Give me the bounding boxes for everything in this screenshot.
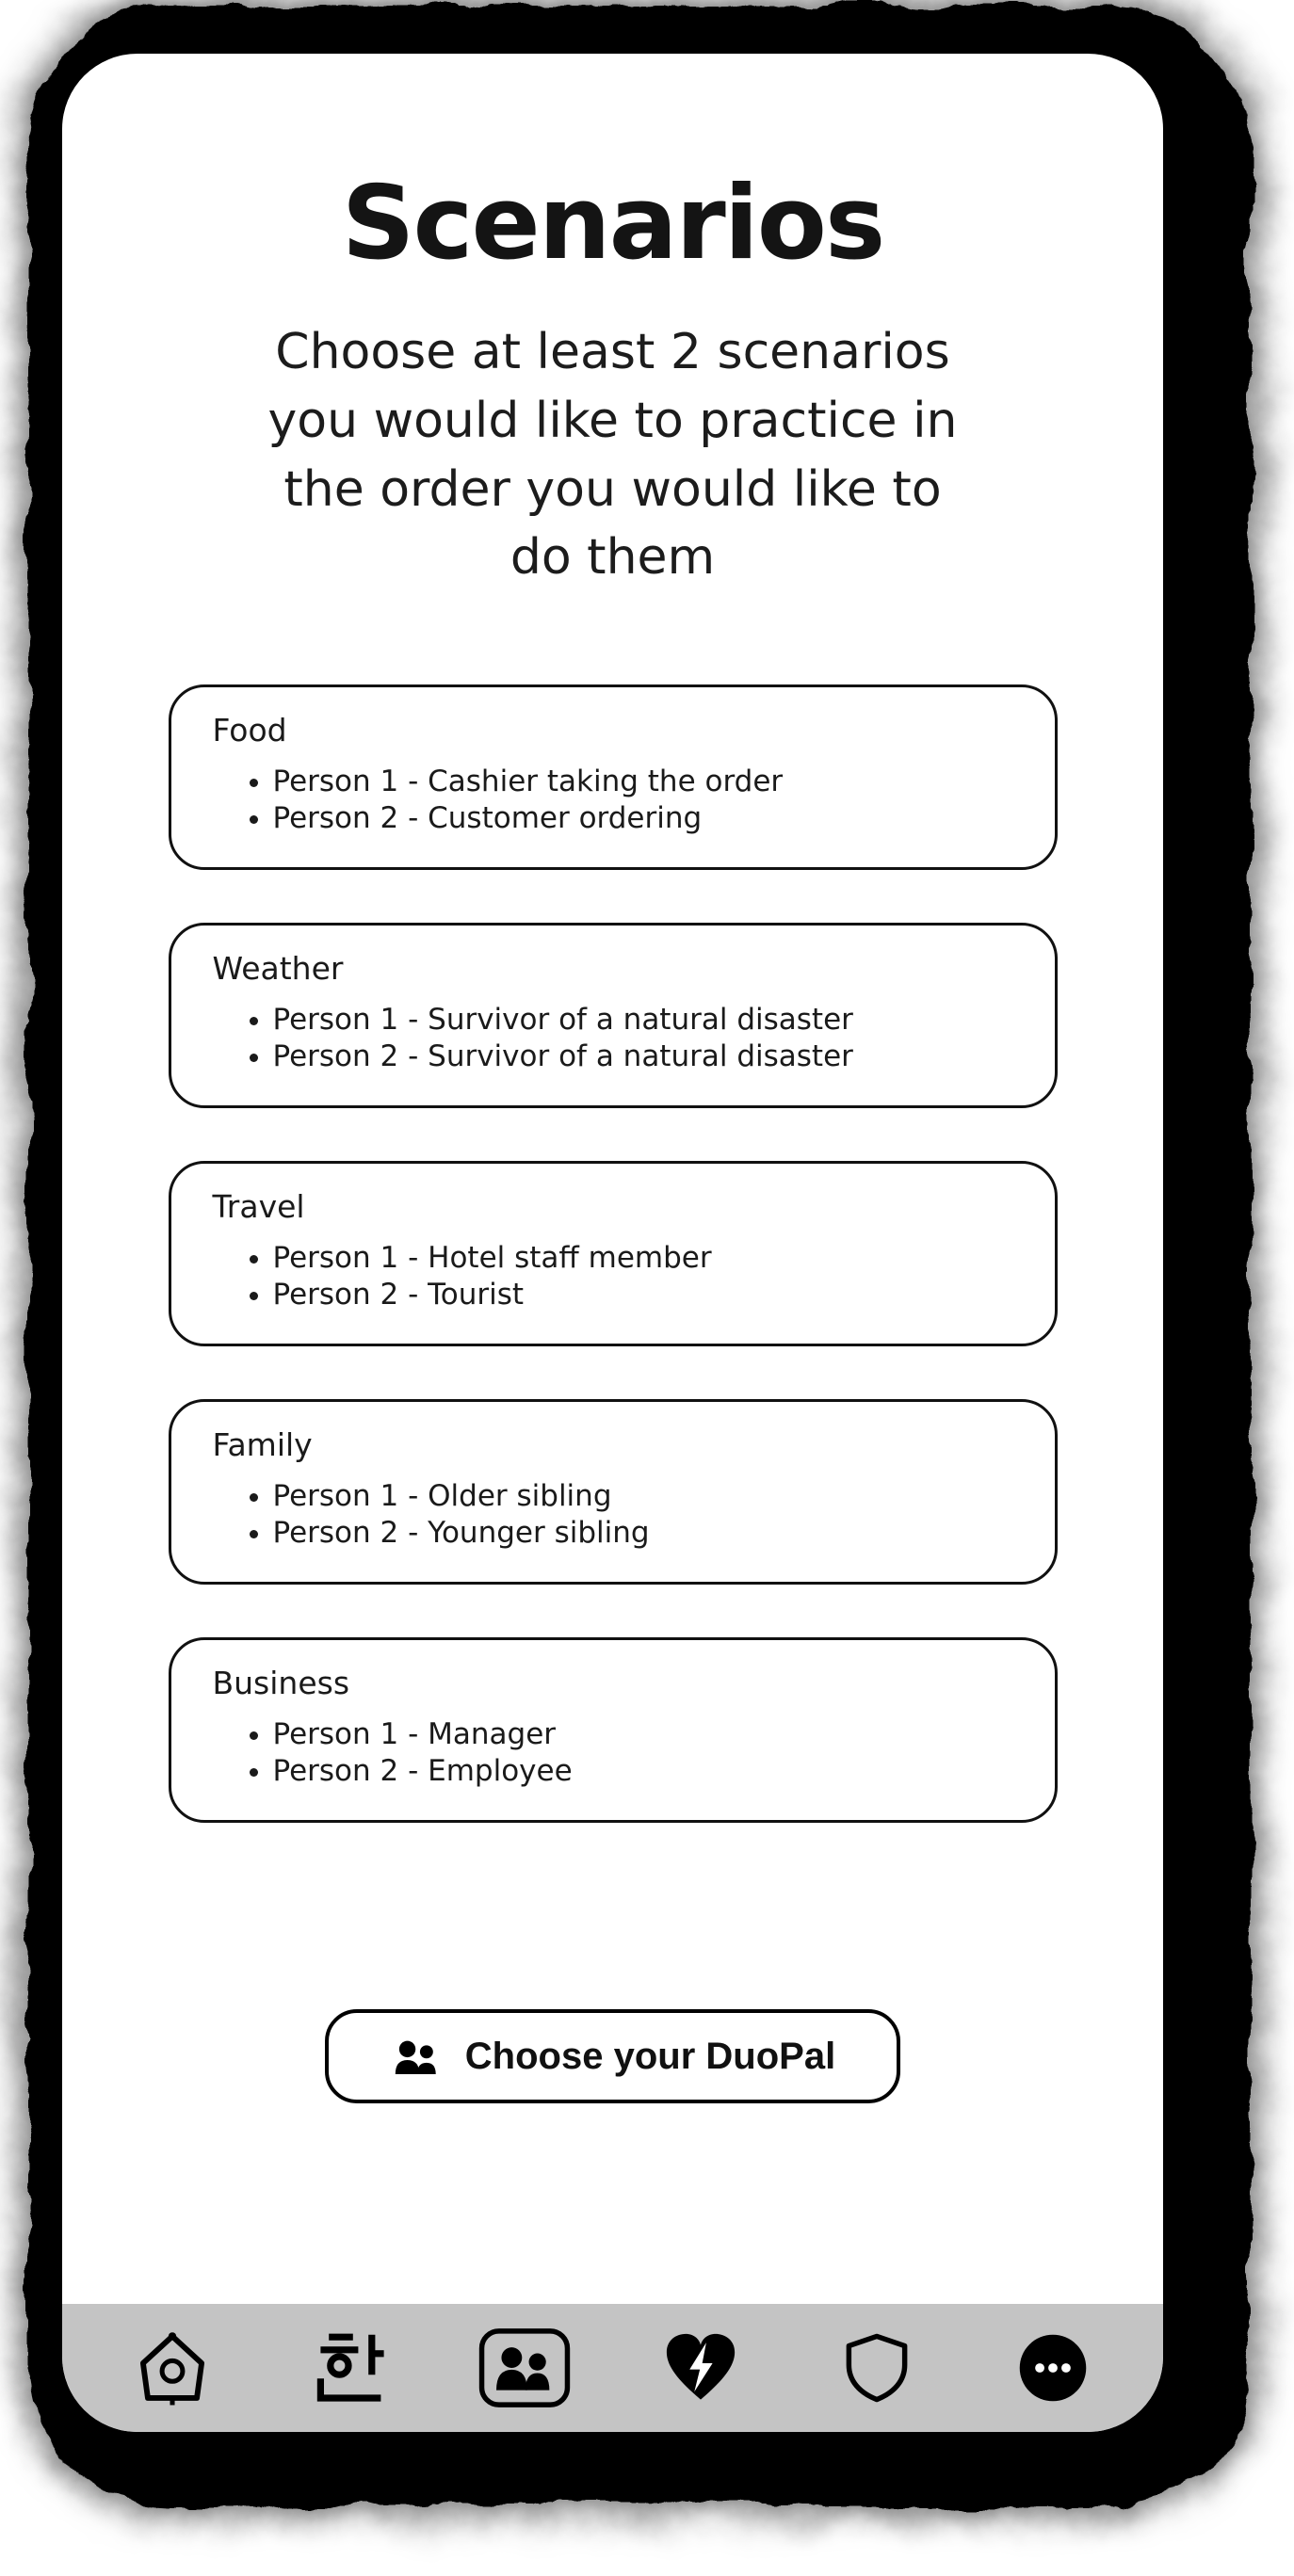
people-icon — [390, 2034, 445, 2080]
scenario-card-family[interactable] — [169, 1399, 1058, 1585]
scenario-roles — [213, 1240, 1027, 1312]
scenario-roles — [213, 1478, 1027, 1551]
scenario-role: • Person 1 - Older sibling — [273, 1478, 1027, 1514]
birdhouse-home-icon — [133, 2328, 212, 2407]
more-dots-icon — [1014, 2329, 1092, 2407]
scenario-role: • Person 2 - Customer ordering — [273, 800, 1027, 836]
scenario-role: • Person 1 - Survivor of a natural disaster — [273, 1002, 1027, 1038]
nav-item-more[interactable] — [996, 2321, 1109, 2415]
scenario-card-business[interactable] — [169, 1637, 1058, 1823]
scenario-title: Family — [212, 1426, 313, 1464]
nav-item-home[interactable] — [116, 2321, 229, 2415]
scenario-card-travel[interactable] — [169, 1161, 1058, 1346]
scenario-roles — [213, 1716, 1027, 1789]
scenario-title: Travel — [212, 1188, 305, 1226]
scenario-role: • Person 2 - Employee — [273, 1753, 1027, 1789]
nav-item-shield[interactable] — [820, 2321, 933, 2415]
choose-duopal-button[interactable] — [325, 2009, 900, 2103]
scenario-role: • Person 1 - Hotel staff member — [273, 1240, 1027, 1276]
instructions-line: Choose at least 2 scenarios — [275, 324, 950, 380]
shield-icon — [840, 2331, 914, 2405]
instructions-line: the order you would like to — [283, 460, 942, 518]
choose-duopal-label: Choose your DuoPal — [464, 2035, 836, 2077]
instructions-line: you would like to practice in — [267, 392, 958, 449]
app-screen — [62, 54, 1163, 2432]
hangul-han-icon — [311, 2330, 386, 2406]
nav-item-korean[interactable] — [292, 2321, 405, 2415]
nav-item-scenarios-active[interactable] — [468, 2321, 581, 2415]
scenario-role: • Person 2 - Tourist — [273, 1277, 1027, 1312]
scenario-title: Food — [212, 712, 287, 749]
page-title: Scenarios — [341, 165, 884, 282]
instructions-line: do them — [510, 529, 716, 587]
scenario-roles — [213, 1002, 1027, 1074]
scenario-list — [62, 684, 1163, 1823]
scenario-card-food[interactable] — [169, 684, 1058, 870]
scenario-title: Business — [212, 1665, 350, 1702]
scenario-roles — [213, 764, 1027, 836]
heart-lightning-icon — [661, 2328, 740, 2407]
bottom-nav — [62, 2304, 1163, 2432]
scenario-role: • Person 2 - Survivor of a natural disaster — [273, 1038, 1027, 1074]
scenario-title: Weather — [212, 950, 344, 988]
instructions-text — [152, 318, 1075, 592]
two-people-icon — [477, 2326, 572, 2409]
scenario-role: • Person 2 - Younger sibling — [273, 1515, 1027, 1551]
nav-item-hearts[interactable] — [644, 2321, 757, 2415]
scenario-card-weather[interactable] — [169, 923, 1058, 1108]
scenario-role: • Person 1 - Manager — [273, 1716, 1027, 1752]
scenario-role: • Person 1 - Cashier taking the order — [273, 764, 1027, 799]
